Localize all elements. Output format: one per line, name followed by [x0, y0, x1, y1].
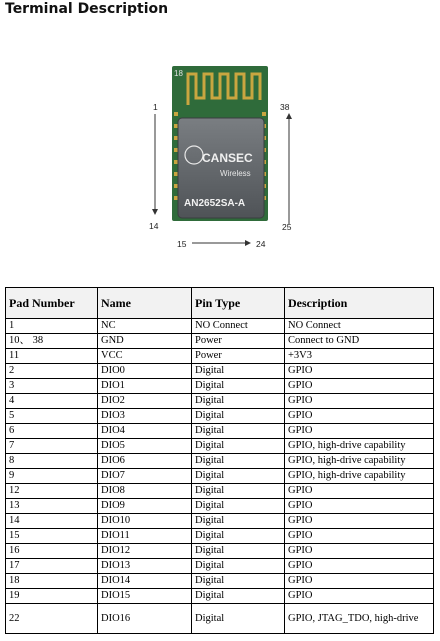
pin-label-24: 24 [256, 239, 266, 249]
cell-pad: 22 [6, 604, 98, 634]
cell-name: DIO3 [98, 409, 192, 424]
cell-desc: GPIO [285, 379, 434, 394]
header-pad-number: Pad Number [6, 288, 98, 319]
table-row [6, 589, 434, 604]
cell-type: Digital [192, 574, 285, 589]
cell-desc: GPIO [285, 574, 434, 589]
cell-type: Digital [192, 529, 285, 544]
pin-label-14: 14 [149, 221, 159, 231]
table-row [6, 514, 434, 529]
cell-name: VCC [98, 349, 192, 364]
cell-name: NC [98, 319, 192, 334]
silk-number: 18 [174, 69, 183, 78]
cell-pad: 17 [6, 559, 98, 574]
cell-type: Digital [192, 484, 285, 499]
cell-pad: 19 [6, 589, 98, 604]
cell-desc: GPIO, JTAG_TDO, high-drive [285, 604, 434, 634]
header-pin-type: Pin Type [192, 288, 285, 319]
cell-desc: GPIO [285, 484, 434, 499]
cell-name: DIO12 [98, 544, 192, 559]
pin-label-15: 15 [177, 239, 187, 249]
cell-desc: GPIO [285, 499, 434, 514]
cell-name: DIO0 [98, 364, 192, 379]
cell-type: Digital [192, 589, 285, 604]
cell-pad: 8 [6, 454, 98, 469]
table-row [6, 364, 434, 379]
cell-desc: GPIO [285, 394, 434, 409]
cell-type: Power [192, 334, 285, 349]
cell-desc: GPIO [285, 529, 434, 544]
table-row [6, 529, 434, 544]
cell-desc: GPIO [285, 409, 434, 424]
module-figure [0, 0, 440, 260]
module-brand: CANSEC [202, 151, 253, 165]
cell-type: Digital [192, 544, 285, 559]
table-row [6, 454, 434, 469]
cell-pad: 6 [6, 424, 98, 439]
cell-desc: GPIO, high-drive capability [285, 469, 434, 484]
cell-pad: 3 [6, 379, 98, 394]
header-name: Name [98, 288, 192, 319]
cell-type: Power [192, 349, 285, 364]
cell-name: DIO5 [98, 439, 192, 454]
table-row [6, 394, 434, 409]
cell-desc: GPIO, high-drive capability [285, 439, 434, 454]
cell-pad: 14 [6, 514, 98, 529]
cell-type: Digital [192, 364, 285, 379]
cell-name: DIO6 [98, 454, 192, 469]
cell-pad: 2 [6, 364, 98, 379]
cell-pad: 13 [6, 499, 98, 514]
cell-type: Digital [192, 424, 285, 439]
cell-name: DIO2 [98, 394, 192, 409]
table-row [6, 559, 434, 574]
cell-type: Digital [192, 559, 285, 574]
table-row [6, 319, 434, 334]
pin-label-1: 1 [153, 102, 158, 112]
cell-pad: 5 [6, 409, 98, 424]
cell-pad: 16 [6, 544, 98, 559]
pin-label-38: 38 [280, 102, 290, 112]
cell-desc: GPIO [285, 514, 434, 529]
cell-desc: +3V3 [285, 349, 434, 364]
table-row [6, 499, 434, 514]
cell-name: DIO1 [98, 379, 192, 394]
module-diagram [0, 0, 440, 260]
cell-type: Digital [192, 409, 285, 424]
table-row [6, 439, 434, 454]
cell-name: DIO8 [98, 484, 192, 499]
cell-name: DIO4 [98, 424, 192, 439]
cell-desc: GPIO [285, 559, 434, 574]
cell-name: DIO14 [98, 574, 192, 589]
cell-type: Digital [192, 394, 285, 409]
table-row [6, 604, 434, 634]
cell-desc: GPIO [285, 364, 434, 379]
table-row [6, 574, 434, 589]
cell-type: Digital [192, 454, 285, 469]
table-row [6, 424, 434, 439]
cell-type: Digital [192, 469, 285, 484]
table-header-row [6, 288, 434, 319]
cell-pad: 12 [6, 484, 98, 499]
table-row [6, 544, 434, 559]
cell-name: DIO11 [98, 529, 192, 544]
cell-pad: 18 [6, 574, 98, 589]
cell-pad: 11 [6, 349, 98, 364]
cell-name: DIO10 [98, 514, 192, 529]
cell-pad: 1 [6, 319, 98, 334]
cell-desc: NO Connect [285, 319, 434, 334]
header-description: Description [285, 288, 434, 319]
cell-desc: GPIO, high-drive capability [285, 454, 434, 469]
page-title: Terminal Description [5, 1, 169, 17]
cell-type: Digital [192, 499, 285, 514]
cell-pad: 4 [6, 394, 98, 409]
cell-name: DIO9 [98, 499, 192, 514]
table-row [6, 379, 434, 394]
cell-type: Digital [192, 514, 285, 529]
table-row [6, 409, 434, 424]
cell-desc: GPIO [285, 589, 434, 604]
cell-type: Digital [192, 379, 285, 394]
cell-type: NO Connect [192, 319, 285, 334]
table-row [6, 334, 434, 349]
cell-pad: 7 [6, 439, 98, 454]
cell-pad: 9 [6, 469, 98, 484]
table-row [6, 484, 434, 499]
cell-desc: GPIO [285, 544, 434, 559]
cell-name: GND [98, 334, 192, 349]
cell-pad: 10、 38 [6, 334, 98, 349]
cell-name: DIO15 [98, 589, 192, 604]
cell-desc: Connect to GND [285, 334, 434, 349]
terminal-table [5, 287, 434, 634]
cell-type: Digital [192, 604, 285, 634]
pin-label-25: 25 [282, 222, 292, 232]
cell-pad: 15 [6, 529, 98, 544]
module-part-number: AN2652SA-A [184, 198, 246, 209]
cell-type: Digital [192, 439, 285, 454]
cell-name: DIO16 [98, 604, 192, 634]
module-subbrand: Wireless [220, 169, 251, 178]
table-row [6, 349, 434, 364]
cell-name: DIO13 [98, 559, 192, 574]
table-row [6, 469, 434, 484]
cell-name: DIO7 [98, 469, 192, 484]
cell-desc: GPIO [285, 424, 434, 439]
